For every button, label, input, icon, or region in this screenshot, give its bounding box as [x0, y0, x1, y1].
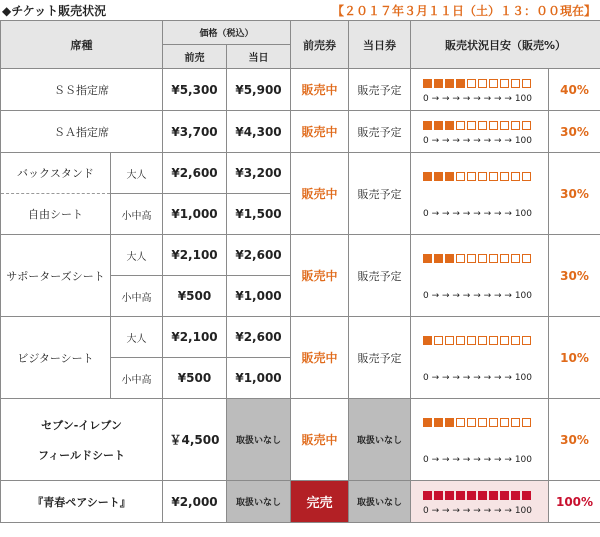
table-row-backstand-adult — [1, 153, 600, 194]
dayof-status: 販売予定 — [349, 111, 411, 153]
dayof-price: ¥5,900 — [227, 69, 291, 111]
seat-name: ＳＡ指定席 — [1, 111, 163, 153]
dayof-price: ¥4,300 — [227, 111, 291, 153]
percent-label: 30% — [549, 399, 600, 481]
gauge-square — [434, 418, 443, 427]
dayof-status: 取扱いなし — [349, 399, 411, 481]
gauge-square — [423, 254, 432, 263]
percent-label: 30% — [549, 153, 600, 235]
gauge-square — [423, 79, 432, 88]
header-dayof-price: 当日 — [227, 45, 291, 69]
gauge-square — [522, 79, 531, 88]
dayof-price: ¥1,500 — [227, 194, 291, 235]
as-of-timestamp: 【２０１７年３月１１日（土）１３：００現在】 — [331, 4, 596, 18]
gauge-square — [456, 254, 465, 263]
gauge-square — [434, 79, 443, 88]
percent-label: 40% — [549, 69, 600, 111]
dayof-price: ¥1,000 — [227, 358, 291, 399]
seat-name-line1: セブン-イレブン — [41, 418, 122, 432]
gauge-square — [467, 491, 476, 500]
gauge-square — [423, 491, 432, 500]
gauge-square — [489, 79, 498, 88]
gauge-square — [478, 79, 487, 88]
gauge-squares — [423, 333, 548, 347]
page-header — [0, 0, 600, 20]
table-row-sa — [1, 111, 600, 153]
gauge-square — [511, 254, 520, 263]
ticket-class: 大人 — [111, 235, 163, 276]
dayof-price: 取扱いなし — [227, 399, 291, 481]
gauge-square — [456, 491, 465, 500]
ticket-status-table — [0, 20, 600, 523]
gauge-square — [434, 491, 443, 500]
gauge-scale: 0 → → → → → → → → 100 — [423, 135, 532, 146]
gauge-square — [522, 254, 531, 263]
presale-price: ¥2,100 — [163, 235, 227, 276]
gauge — [411, 481, 549, 523]
dayof-status: 販売予定 — [349, 235, 411, 317]
gauge-square — [478, 491, 487, 500]
gauge-scale: 0 → → → → → → → → 100 — [423, 290, 532, 301]
gauge-square — [445, 172, 454, 181]
gauge-square — [500, 491, 509, 500]
gauge-square — [456, 121, 465, 130]
presale-status-soldout: 完売 — [291, 481, 349, 523]
presale-status: 販売中 — [291, 399, 349, 481]
gauge-square — [489, 254, 498, 263]
gauge-square — [467, 79, 476, 88]
seat-name — [1, 399, 163, 481]
gauge-square — [445, 491, 454, 500]
gauge-squares — [423, 169, 548, 183]
gauge-square — [511, 418, 520, 427]
dayof-price: 取扱いなし — [227, 481, 291, 523]
dayof-status: 販売予定 — [349, 317, 411, 399]
gauge-square — [467, 418, 476, 427]
gauge-square — [467, 336, 476, 345]
gauge-square — [478, 121, 487, 130]
gauge-square — [445, 418, 454, 427]
gauge-squares — [423, 251, 548, 265]
seat-name: ＳＳ指定席 — [1, 69, 163, 111]
gauge-square — [445, 121, 454, 130]
presale-status: 販売中 — [291, 235, 349, 317]
gauge-square — [489, 172, 498, 181]
gauge-scale: 0 → → → → → → → → 100 — [423, 208, 532, 219]
presale-status: 販売中 — [291, 317, 349, 399]
dayof-status: 販売予定 — [349, 153, 411, 235]
gauge-square — [489, 121, 498, 130]
gauge-square — [500, 79, 509, 88]
gauge-scale: 0 → → → → → → → → 100 — [423, 372, 532, 383]
percent-label: 100% — [549, 481, 600, 523]
presale-price: ¥1,000 — [163, 194, 227, 235]
gauge-square — [434, 336, 443, 345]
dayof-status: 販売予定 — [349, 69, 411, 111]
dayof-status: 取扱いなし — [349, 481, 411, 523]
percent-label: 30% — [549, 111, 600, 153]
gauge-square — [489, 336, 498, 345]
gauge-square — [456, 172, 465, 181]
dayof-price: ¥3,200 — [227, 153, 291, 194]
table-row-visitor-adult — [1, 317, 600, 358]
ticket-class: 小中高 — [111, 194, 163, 235]
page-title: ◆チケット販売状況 — [2, 4, 107, 18]
presale-status: 販売中 — [291, 153, 349, 235]
gauge-square — [456, 418, 465, 427]
gauge-square — [478, 254, 487, 263]
gauge-square — [478, 418, 487, 427]
gauge-square — [511, 79, 520, 88]
gauge-square — [489, 491, 498, 500]
gauge-square — [423, 172, 432, 181]
gauge-square — [467, 254, 476, 263]
gauge-squares — [423, 118, 548, 132]
gauge — [411, 317, 549, 399]
gauge-square — [434, 172, 443, 181]
presale-price: ¥5,300 — [163, 69, 227, 111]
gauge-square — [500, 254, 509, 263]
gauge-square — [456, 336, 465, 345]
gauge-squares — [423, 76, 548, 90]
gauge — [411, 111, 549, 153]
gauge — [411, 399, 549, 481]
dayof-price: ¥2,600 — [227, 235, 291, 276]
percent-label: 30% — [549, 235, 600, 317]
gauge-square — [456, 79, 465, 88]
gauge-square — [423, 336, 432, 345]
gauge-square — [522, 418, 531, 427]
table-row-ss — [1, 69, 600, 111]
percent-label: 10% — [549, 317, 600, 399]
gauge-scale: 0 → → → → → → → → 100 — [423, 454, 532, 465]
ticket-class: 大人 — [111, 153, 163, 194]
header-presale-ticket: 前売券 — [291, 21, 349, 69]
gauge-square — [511, 172, 520, 181]
seat-name-line2: フィールドシート — [38, 448, 125, 462]
seat-name-sub: 自由シート — [1, 194, 111, 235]
ticket-class: 小中高 — [111, 358, 163, 399]
gauge-scale: 0 → → → → → → → → 100 — [423, 93, 532, 104]
gauge-square — [511, 336, 520, 345]
presale-price: ￥4,500 — [163, 399, 227, 481]
gauge-scale: 0 → → → → → → → → 100 — [423, 505, 532, 516]
ticket-class: 小中高 — [111, 276, 163, 317]
presale-price: ¥2,000 — [163, 481, 227, 523]
gauge-square — [500, 336, 509, 345]
gauge-squares — [423, 488, 548, 502]
gauge-square — [423, 418, 432, 427]
dayof-price: ¥1,000 — [227, 276, 291, 317]
gauge-square — [489, 418, 498, 427]
table-row-pair — [1, 481, 600, 523]
presale-status: 販売中 — [291, 69, 349, 111]
header-dayof-ticket: 当日券 — [349, 21, 411, 69]
table-row-seveneleven — [1, 399, 600, 481]
gauge — [411, 69, 549, 111]
gauge-square — [423, 121, 432, 130]
seat-name: 『青春ペアシート』 — [1, 481, 163, 523]
seat-name: ビジターシート — [1, 317, 111, 399]
gauge-square — [522, 336, 531, 345]
presale-price: ¥2,600 — [163, 153, 227, 194]
presale-price: ¥500 — [163, 276, 227, 317]
gauge-square — [445, 336, 454, 345]
gauge — [411, 153, 549, 235]
header-status-gauge: 販売状況目安（販売%） — [411, 21, 600, 69]
header-price: 価格（税込） — [163, 21, 291, 45]
gauge-square — [434, 254, 443, 263]
gauge-square — [478, 336, 487, 345]
seat-name: バックスタンド — [1, 153, 111, 194]
gauge-square — [522, 172, 531, 181]
gauge-square — [522, 121, 531, 130]
seat-name: サポーターズシート — [1, 235, 111, 317]
presale-price: ¥3,700 — [163, 111, 227, 153]
dayof-price: ¥2,600 — [227, 317, 291, 358]
gauge-square — [445, 254, 454, 263]
gauge-square — [445, 79, 454, 88]
presale-price: ¥500 — [163, 358, 227, 399]
gauge-square — [522, 491, 531, 500]
gauge-square — [467, 172, 476, 181]
gauge-square — [500, 172, 509, 181]
gauge-square — [478, 172, 487, 181]
header-seat-type: 席種 — [1, 21, 163, 69]
ticket-class: 大人 — [111, 317, 163, 358]
table-row-supporters-adult — [1, 235, 600, 276]
gauge-square — [467, 121, 476, 130]
gauge-square — [434, 121, 443, 130]
gauge — [411, 235, 549, 317]
gauge-square — [500, 121, 509, 130]
gauge-square — [511, 121, 520, 130]
presale-status: 販売中 — [291, 111, 349, 153]
gauge-square — [500, 418, 509, 427]
header-presale-price: 前売 — [163, 45, 227, 69]
gauge-square — [511, 491, 520, 500]
gauge-squares — [423, 415, 548, 429]
presale-price: ¥2,100 — [163, 317, 227, 358]
